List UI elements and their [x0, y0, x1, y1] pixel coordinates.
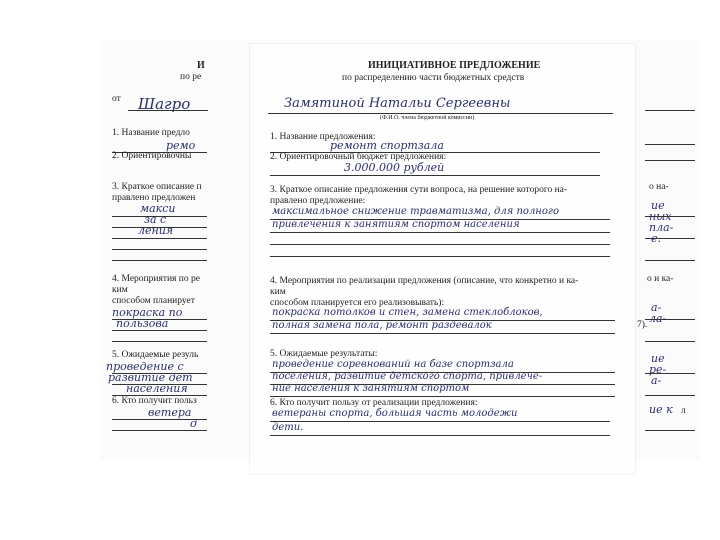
form-title: ИНИЦИАТИВНОЕ ПРЕДЛОЖЕНИЕ [368, 60, 541, 71]
back-s4-line1 [112, 319, 207, 320]
back-s6-hw1: ветера [148, 406, 192, 419]
back-right-hw4: е. [651, 232, 662, 245]
back-s5-hw2: развитие дет [108, 371, 193, 384]
back-s3-label2: правлено предложен [112, 193, 196, 203]
back-right-line-s4b [645, 341, 695, 342]
back-right-line-s1 [645, 144, 695, 145]
back-s3-line3 [112, 238, 207, 239]
back-right-line-from [645, 110, 695, 111]
back-right-hw6: ла- [649, 312, 667, 325]
back-right-line-s2 [645, 160, 695, 161]
back-s4-line3 [112, 341, 207, 342]
s6-line1 [270, 421, 610, 422]
s4-label: 4. Мероприятия по реализации предложения (описание, что конкретно и ка- [270, 276, 579, 286]
back-s4-label2: ким [112, 285, 128, 295]
back-s5-line1 [112, 373, 207, 374]
s3-value-line1: максимальное снижение травматизма, для полного [272, 206, 559, 217]
back-s6-line1 [112, 419, 207, 420]
back-s1-handwriting: ремо [166, 139, 196, 152]
back-right-line-s5b [645, 395, 695, 396]
back-right-s4-mark: 7). [637, 320, 648, 330]
s3-label: 3. Краткое описание предложения сути вопроса, на решение которого на- [270, 185, 568, 195]
s1-value-handwriting: ремонт спортзала [330, 139, 444, 152]
back-right-s6-mark: л [681, 406, 686, 416]
s3-value-line2: привлечения к занятиям спортом населения [272, 219, 520, 230]
back-subtitle-fragment: по ре [180, 72, 202, 82]
s3-line4 [270, 256, 610, 257]
back-right-hw2: ных [649, 210, 672, 223]
s2-label: 2. Ориентировочный бюджет предложения: [270, 152, 447, 162]
back-s5-line2 [112, 384, 207, 385]
from-name-line [268, 113, 613, 114]
back-right-hw8: ре- [649, 363, 667, 376]
back-s1-label: 1. Название предло [112, 128, 190, 138]
s5-line3 [270, 396, 615, 397]
back-from-label: от [112, 94, 121, 104]
back-s3-hw3: ления [138, 224, 174, 237]
back-right-hw10: ие к [649, 403, 673, 416]
back-right-line-s3c [645, 260, 695, 261]
back-s4-label3: способом планирует [112, 296, 195, 306]
from-name-handwriting: Замятиной Натальи Сергеевны [284, 96, 511, 111]
back-s3-hw2: за с [144, 213, 167, 226]
back-right-hw5: а- [651, 301, 662, 314]
back-from-line [128, 110, 208, 111]
s2-value-handwriting: 3.000.000 рублей [344, 161, 445, 174]
back-right-line-s3a [645, 216, 695, 217]
back-right-line-s3b [645, 238, 695, 239]
back-s3-line5 [112, 260, 207, 261]
back-right-hw3: пла- [649, 221, 674, 234]
back-right-line-s4a [645, 319, 695, 320]
form-subtitle: по распределению части бюджетных средств [342, 73, 525, 83]
s4-label-line2: ким [270, 287, 286, 297]
back-right-s3-fragment: о на- [649, 182, 669, 192]
back-left-fragment [100, 40, 203, 460]
s3-line2 [270, 232, 610, 233]
back-right-s4-fragment: о и ка- [647, 274, 674, 284]
s6-value-line2: дети. [272, 422, 304, 433]
back-s2-label: 2. Ориентировочны [112, 151, 192, 161]
back-s3-line2 [112, 227, 207, 228]
back-right-hw7: ие [651, 352, 665, 365]
back-title-fragment: И [197, 60, 205, 71]
back-s5-hw3: населения [126, 382, 188, 395]
back-from-handwriting: Шагро [138, 95, 191, 113]
back-right-hw1: ие [651, 199, 665, 212]
s6-line2 [270, 435, 610, 436]
s6-label: 6. Кто получит пользу от реализации предложения: [270, 398, 478, 408]
s3-line3 [270, 244, 610, 245]
s5-value-line1: проведение соревнований на базе спортзала [272, 359, 514, 370]
s4-line2 [270, 333, 615, 334]
back-s4-hw2: пользова [116, 317, 169, 330]
back-s3-label: 3. Краткое описание п [112, 182, 202, 192]
back-s4-line2 [112, 330, 207, 331]
s4-value-line2: полная замена пола, ремонт раздевалок [272, 320, 492, 331]
back-right-hw9: а- [651, 374, 662, 387]
s3-label-line2: правлено предложение: [270, 196, 366, 206]
back-s3-line4 [112, 249, 207, 250]
s1-label: 1. Название предложения: [270, 132, 376, 142]
front-sheet [250, 44, 635, 474]
back-s3-hw1: макси [140, 202, 176, 215]
back-s6-line2 [112, 430, 207, 431]
back-right-line-s6 [645, 430, 695, 431]
back-s3-line1 [112, 216, 207, 217]
back-s5-hw1: проведение с [106, 360, 184, 373]
back-s4-label: 4. Мероприятия по ре [112, 274, 200, 284]
s5-label: 5. Ожидаемые результаты: [270, 349, 378, 359]
back-s6-hw2: д [190, 417, 197, 430]
back-s5-label: 5. Ожидаемые резуль [112, 350, 199, 360]
s4-value-line1: покраска потолков и стен, замена стеклоблоков, [272, 307, 543, 318]
fio-caption: (Ф.И.О. члена бюджетной комиссии) [380, 115, 475, 121]
s2-line [270, 175, 600, 176]
s5-value-line3: ние населения к занятиям спортом [272, 383, 470, 394]
back-s4-hw1: покраска по [112, 306, 183, 319]
back-s6-label: 6. Кто получит польз [112, 396, 197, 406]
s4-label-line3: способом планируется его реализовывать): [270, 298, 445, 308]
s6-value-line1: ветераны спорта, большая часть молодежи [272, 408, 518, 419]
back-right-fragment [635, 40, 700, 460]
s5-value-line2: поселения, развитие детского спорта, привлече- [272, 371, 543, 382]
back-right-line-s5a [645, 373, 695, 374]
